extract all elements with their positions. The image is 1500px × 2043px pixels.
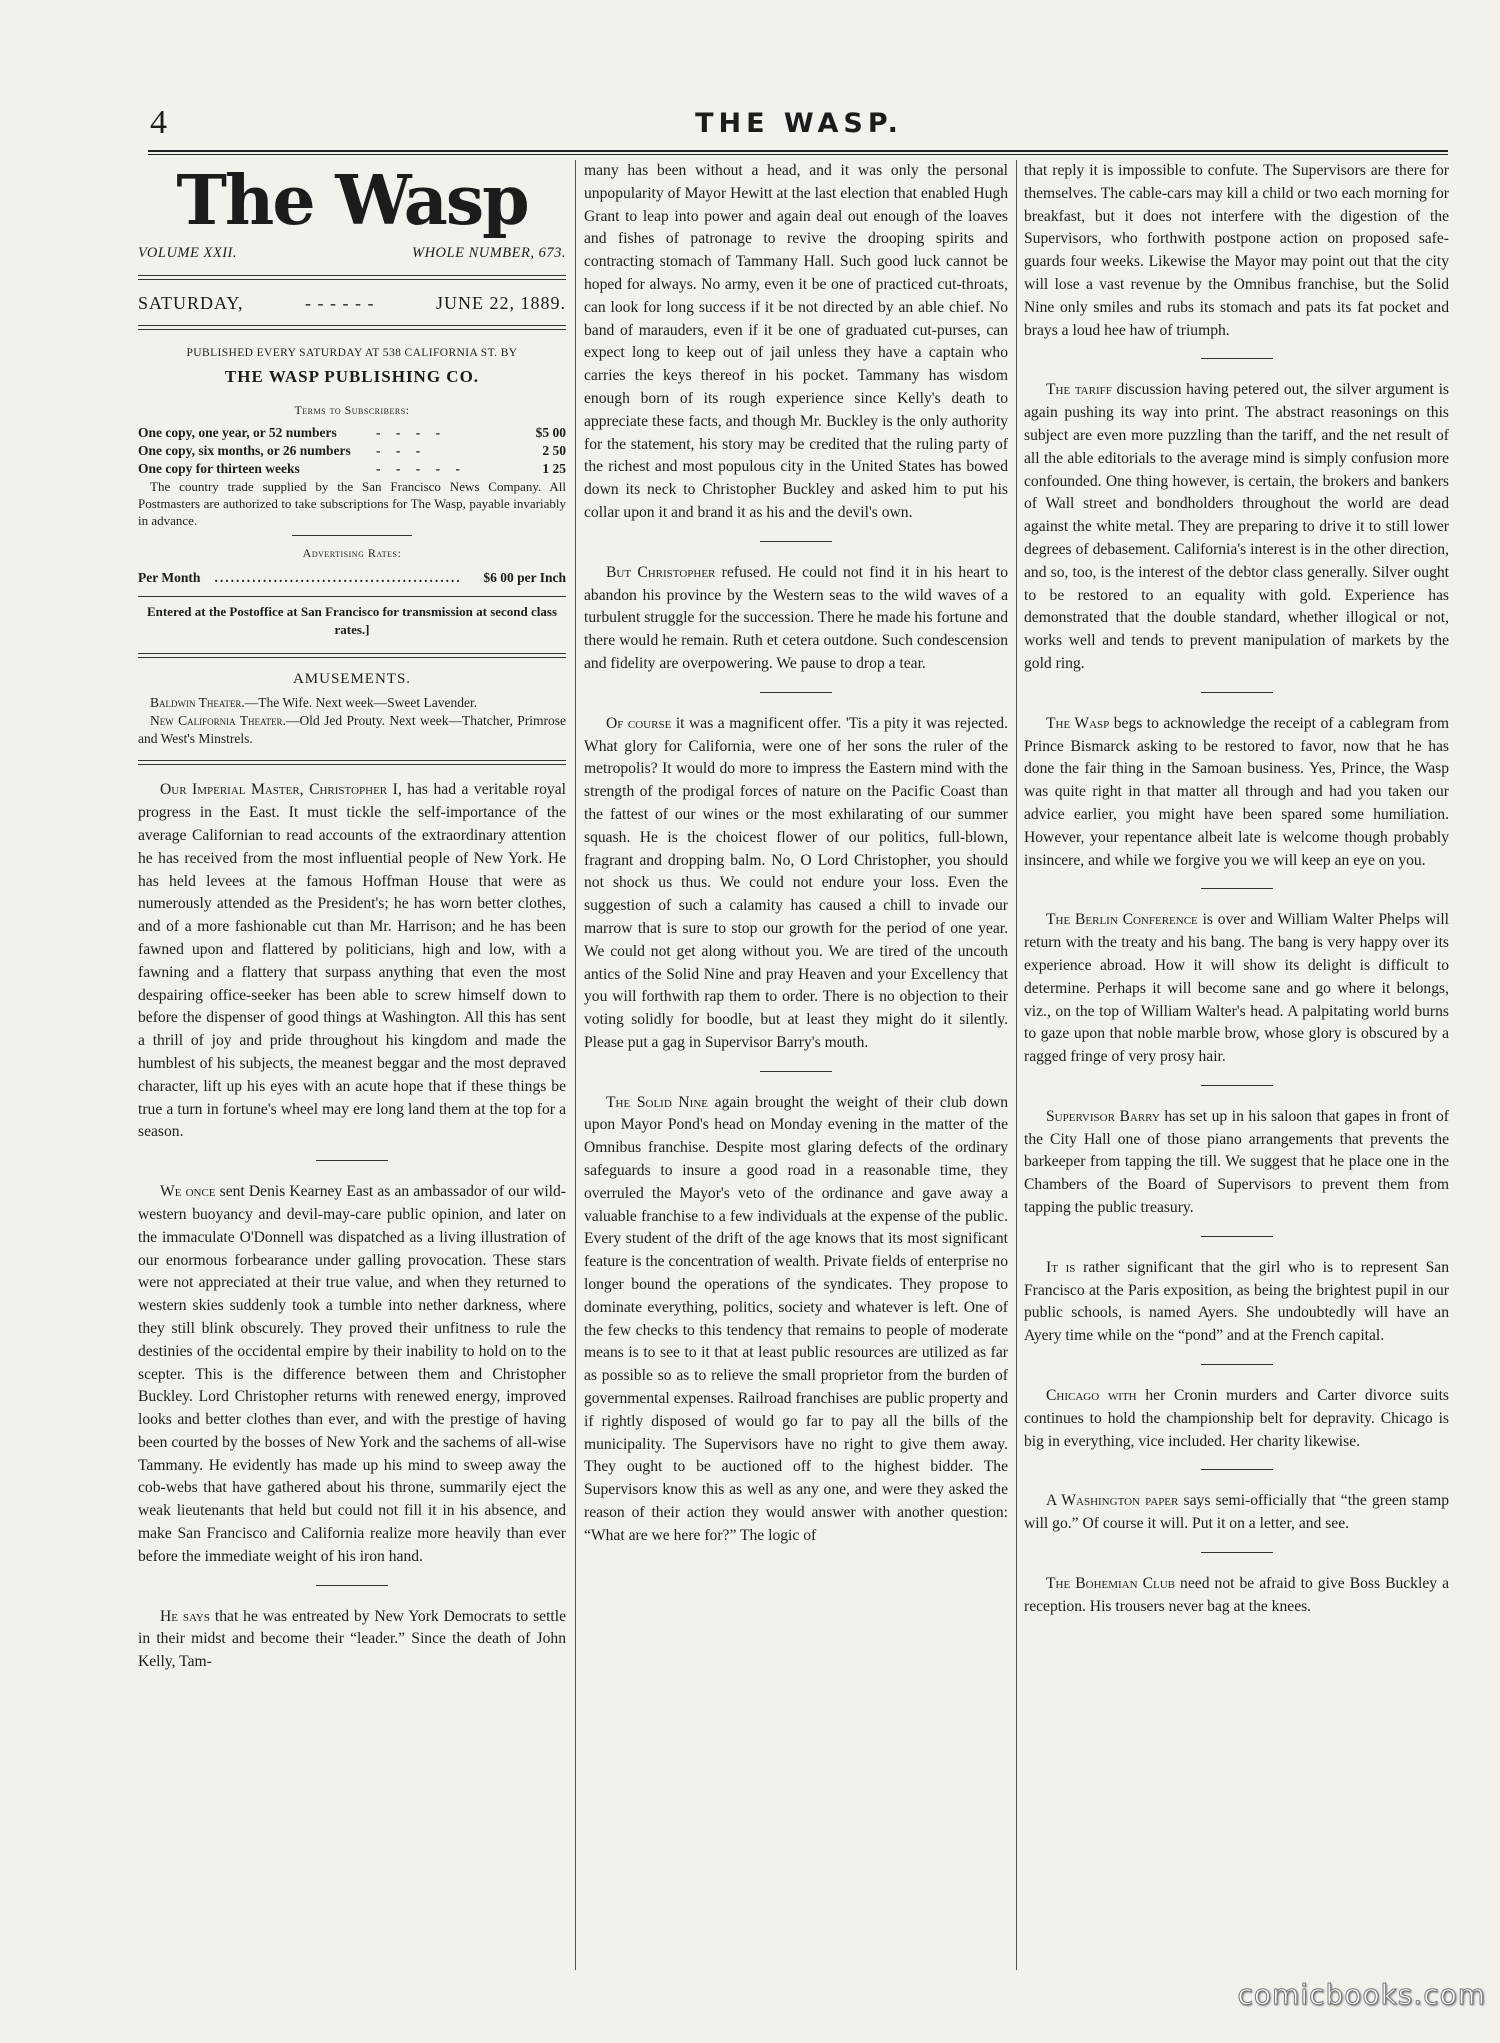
header-rule <box>148 150 1448 152</box>
article-paragraph: Of course it was a magnificent offer. 'Tis a pity it was rejected. What glory for California, were one of her sons the ruler of the metropolis? It would do more to impress the Eastern mind with the strength of the prodigal forces of nature on the Pacific Coast than the fattest of our wines or the most exhilarating of our summer squash. He is the choicest flower of our politics, full-blown, fragrant and dropping balm. No, O Lord Christopher, you should not shock us thus. We could not endure your loss. Even the suggestion of such a calamity has caused a chill to invade our marrow that is sure to stop our growth for the period of one year. We could not get along without you. We are tired of the uncouth antics of the Solid Nine and pray Heaven and your Excellency that you will forthwith rap them to order. There is no objection to their voting solidly for boodle, but at least they might do it silently. Please put a gag in Supervisor Barry's mouth. <box>584 714 1008 1051</box>
whole-number: WHOLE NUMBER, 673. <box>412 245 566 261</box>
column-2 <box>584 160 1008 1548</box>
article-paragraph: The Wasp begs to acknowledge the receipt of a cablegram from Prince Bismarck asking to be restored to favor, now that he has done the fair thing in the Samoan business. Yes, Prince, the Wasp was quite right in that matter all through and had you taken our advice earlier, you might have been spared some humiliation. However, your repentance albeit late is welcome though probably insincere, and while we forgive you we will keep an eye on you. <box>1024 714 1450 869</box>
section-rule <box>138 760 566 765</box>
divider <box>1201 888 1273 889</box>
amusement-item: Baldwin Theater.—The Wife. Next week—Sweet Lavender. <box>150 695 478 711</box>
divider <box>292 535 412 536</box>
volume-line <box>138 242 566 265</box>
advertising-rate: Per Month .............................................. $6 00 per Inch <box>138 569 566 585</box>
column-1 <box>138 160 566 1674</box>
masthead-rule <box>138 275 566 280</box>
divider <box>1201 358 1273 359</box>
divider <box>760 692 832 693</box>
page-number: 4 <box>150 104 167 141</box>
divider <box>760 541 832 542</box>
article-paragraph: Our Imperial Master, Christopher I, has had a veritable royal progress in the East. It must tickle the self-importance of the average Californian to read accounts of the extraordinary attention he has received from the most influential people of New York. He has held levees at the famous Hoffman House that were as numerously attended as the President's; he has worn better clothes, and of a more fashionable cut than Mr. Harrison; and he has been fawned upon and flattered by politicians, high and low, with a fawning and a flattery that surpass anything that even the most despairing office-seeker has been able to screw himself down to before the dispenser of good things at Washington. All this has sent a thrill of joy and pride throughout his kingdom and made the humblest of his subjects, the meanest beggar and the most depraved character, lift up his eyes with an acute hope that if these things be true a turn in fortune's wheel may ere long land them at the top for a season. <box>138 781 566 1141</box>
divider <box>316 1160 388 1161</box>
divider <box>1201 1364 1273 1365</box>
terms-heading: Terms to Subscribers: <box>294 403 410 418</box>
postoffice-notice: Entered at the Postoffice at San Francisco for transmission at second class rates.] <box>146 603 558 637</box>
amusements-heading: AMUSEMENTS. <box>292 670 412 687</box>
date-line <box>138 292 566 315</box>
running-head <box>150 104 1448 144</box>
divider <box>760 1071 832 1072</box>
terms-note: The country trade supplied by the San Francisco News Company. All Postmasters are authorized to take subscriptions for The Wasp, payable invariably in advance. <box>138 478 566 528</box>
article-paragraph: Supervisor Barry has set up in his saloon that gapes in front of the City Hall one of those piano arrangements that prevents the barkeeper from tapping the till. We suggest that he place one in the Chambers of the Board of Supervisors to prevent them from tapping the public treasury. <box>1024 1107 1449 1217</box>
column-divider <box>1016 160 1017 1970</box>
article-paragraph: The Berlin Conference is over and William Walter Phelps will return with the treaty and his bang. The bang is very happy over its experience abroad. How it will show its delight is difficult to determine. Perhaps it will become sane and go where it belongs, viz., on the top of William Walter's head. A palpitating world burns to gaze upon that noble marble brow, whose glory is obscured by a ragged fringe of very prosy hair. <box>1024 911 1450 1066</box>
article-paragraph: Chicago with her Cronin murders and Carter divorce suits continues to hold the championship belt for depravity. Chicago is big in everything, vice included. Her charity likewise. <box>1024 1387 1449 1450</box>
masthead-title: The Wasp <box>176 161 528 241</box>
advertising-heading: Advertising Rates: <box>302 545 402 560</box>
divider <box>1201 1552 1273 1553</box>
publisher-name: THE WASP PUBLISHING CO. <box>224 367 480 387</box>
amusement-item: New California Theater.—Old Jed Prouty. Next week—Thatcher, Primrose and West's Minstrels. <box>138 713 566 747</box>
article-paragraph: The tariff discussion having petered out, the silver argument is again pushing its way into print. The abstract reasonings on this subject are even more puzzling than the tariff, and the net result of all the able editorials to the average mind is simply confusion more confounded. One thing however, is certain, the brokers and bankers of Wall street and bondholders throughout the world are dead against the white metal. They are preparing to drive it to still lower degrees of debasement. California's interest is in the other direction, and so, too, is the interest of the debtor class generally. Silver ought to be restored to an equality with gold. Experience has demonstrated that the double standard, whether illogical or not, works well and tends to prevent manipulation of markets by the gold ring. <box>1024 381 1449 672</box>
terms-table <box>138 424 566 478</box>
article-paragraph: But Christopher refused. He could not find it in his heart to abandon his province by the Western seas to the wild waves of a turbulent struggle for the succession. There he made his fortune and there would he remain. Ruth et cetera outdone. Such condescension and fidelity are overpowering. We pause to drop a tear. <box>584 563 1008 672</box>
issue-day: SATURDAY, <box>138 292 244 313</box>
column-divider <box>575 160 576 1970</box>
article-paragraph: It is rather significant that the girl who is to represent San Francisco at the Paris exposition, as being the brightest pupil in our public schools, is named Ayers. She undoubtedly will have an Ayery time while on the “pond” and at the French capital. <box>1024 1258 1449 1345</box>
divider <box>1201 1469 1273 1470</box>
divider <box>1201 1085 1273 1086</box>
article-paragraph: that reply it is impossible to confute. The Supervisors are there for themselves. The cable-cars may kill a child or two each morning for breakfast, but it does not interfere with the digestion of the Supervisors, who forthwith postpone action on proposed safe-guards four weeks. Likewise the Mayor may point out that the city will lose a vast revenue by the Omnibus franchise, but the Solid Nine only smiles and rubs its stomach and pats its fat pocket and brays a loud hee haw of triumph. <box>1024 162 1449 339</box>
date-dashes: - - - - - - <box>305 292 375 313</box>
terms-row: One copy for thirteen weeks - - - - - 1 25 <box>138 460 566 476</box>
header-rule-thin <box>148 154 1448 155</box>
article-paragraph: We once sent Denis Kearney East as an ambassador of our wild-western buoyancy and devil-may-care public opinion, and later on the immaculate O'Donnell was dispatched as a living illustration of our enormous forbearance under galling provocation. These stars were not appreciated at their true value, and when they returned to western skies suddenly took a tumble into nether darkness, where they still blink obscurely. They proved their unfitness to rule the destinies of the occidental empire by their inability to hold on to the scepter. This is the difference between them and Christopher Buckley. Lord Christopher returns with renewed energy, improved looks and better clothes than ever, and with the prestige of having been courted by the bosses of New York and the sachems of all-wise Tammany. He evidently has made up his mind to sweep away the cob-webs that have gathered about his throne, summarily eject the weak lieutenants that held but could not fill it in his absence, and make San Francisco and California realize more heavily than ever before the immediate weight of his iron hand. <box>138 1183 566 1565</box>
site-watermark: comicbooks.com <box>1237 1978 1486 2011</box>
terms-row: One copy, one year, or 52 numbers - - - - $5 00 <box>138 424 566 440</box>
column-3 <box>1024 160 1449 1619</box>
published-notice: PUBLISHED EVERY SATURDAY AT 538 CALIFORNIA ST. BY <box>186 346 518 359</box>
divider <box>1201 1236 1273 1237</box>
divider <box>138 596 566 597</box>
article-paragraph: He says that he was entreated by New York Democrats to settle in their midst and become their “leader.” Since the death of John Kelly, Tam- <box>138 1607 566 1671</box>
running-title: THE WASP. <box>695 108 903 139</box>
article-paragraph: The Solid Nine again brought the weight of their club down upon Mayor Pond's head on Monday evening in the matter of the Omnibus franchise. Despite most glaring defects of the ordinary safeguards to insure a good road in a reasonable time, they overruled the Mayor's veto of the ordinance and gave away a valuable franchise to a few individuals at the expense of the public. Every student of the drift of the age knows that its most significant feature is the concentration of wealth. Private fields of enterprise no longer bound the operations of the syndicates. They propose to dominate everything, politics, society and whatever is left. One of the few checks to this tendency that remains to people of moderate means is to see to it that at least public resources are utilized as far as possible so as to relieve the small proprietor from the burden of governmental expenses. Railroad franchises are public property and if rightly disposed of would go far to pay all the bills of the municipality. The Supervisors have no right to give them away. They ought to be auctioned off to the highest bidder. The Supervisors know this as well as any one, and were they asked the reason of their action they would answer with another question: “What are we here for?” The logic of <box>584 1093 1009 1544</box>
volume: VOLUME XXII. <box>138 245 237 261</box>
article-paragraph: The Bohemian Club need not be afraid to give Boss Buckley a reception. His trousers never bag at the knees. <box>1024 1575 1449 1615</box>
divider <box>316 1585 388 1586</box>
issue-date: JUNE 22, 1889. <box>435 292 566 313</box>
section-rule <box>138 653 566 658</box>
article-paragraph: many has been without a head, and it was only the personal unpopularity of Mayor Hewitt at the last election that enabled Hugh Grant to leap into power and again deal out enough of the loaves and fishes of patronage to revive the drooping spirits and contracting stomach of Tammany Hall. Such good luck cannot be hoped for always. No army, even it be one of practiced cut-throats, can look for long success if it be not directed by an able chief. No band of marauders, even if it be one of graduated cut-purses, can expect long to keep out of jail unless they have a captain who carries the keys thereof in his pocket. Tammany has wisdom enough born of its rough experience since Kelly's death to appreciate these facts, and though Mr. Buckley is the only authority for the statement, his story may be credited that the ruling party of the richest and most populous city in the United States has bowed down its neck to Christopher Buckley and asked him to put his collar upon it and brand it as his and the devil's own. <box>584 162 1008 521</box>
date-rule <box>138 325 566 330</box>
terms-row: One copy, six months, or 26 numbers - - - 2 50 <box>138 442 566 458</box>
article-paragraph: A Washington paper says semi-officially that “the green stamp will go.” Of course it will. Put it on a letter, and see. <box>1024 1492 1449 1533</box>
divider <box>1201 692 1273 693</box>
